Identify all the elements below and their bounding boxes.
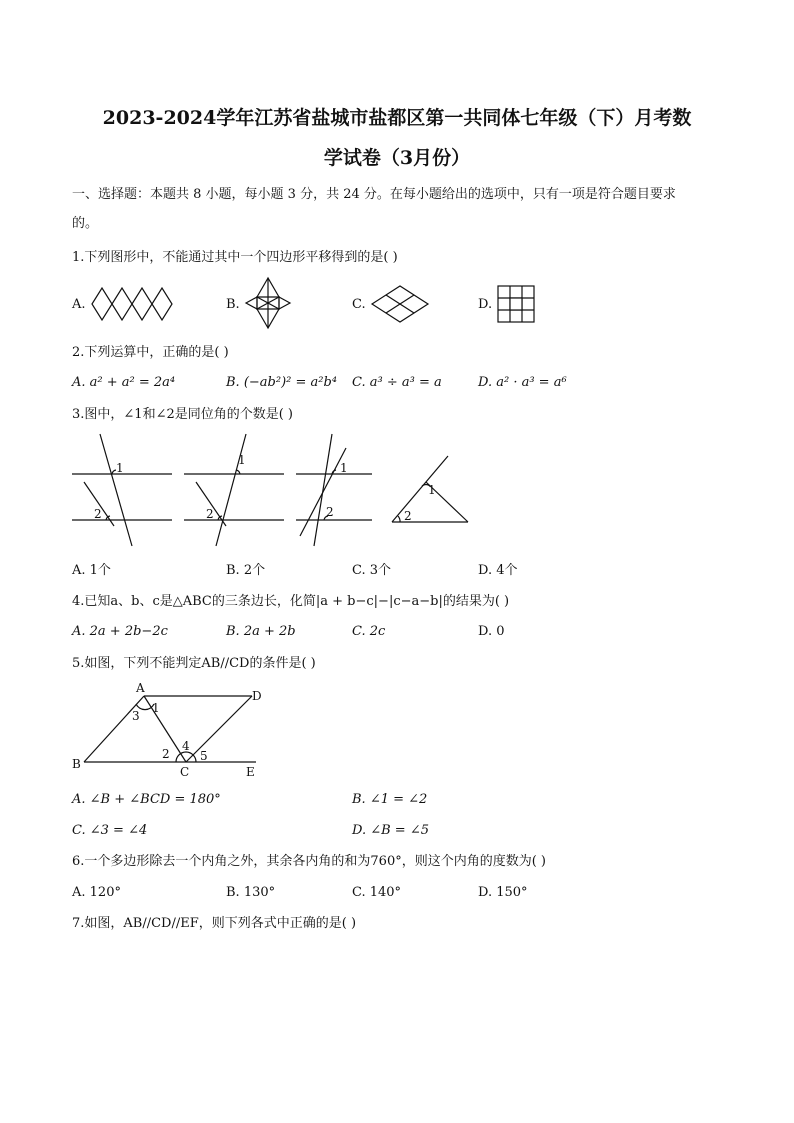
q6-option-b[interactable]: B. 130°	[226, 885, 276, 900]
q4-option-b[interactable]: B. 2a + 2b	[226, 624, 296, 639]
question-4-stem: 4.已知a、b、c是△ABC的三条边长，化简|a + b−c|−|c−a−b|的结果为( )	[72, 594, 510, 609]
q3-option-d[interactable]: D. 4个	[478, 563, 518, 578]
q5-label-4: 4	[182, 739, 190, 753]
q3-fig2-label-1: 1	[238, 453, 246, 467]
q4-option-c[interactable]: C. 2c	[352, 624, 386, 639]
q2-option-b[interactable]: B. (−ab²)² = a²b⁴	[226, 375, 338, 390]
q3-figure-3	[296, 434, 372, 548]
q5-figure	[70, 682, 270, 780]
q3-fig1-label-1: 1	[116, 461, 124, 475]
question-6-stem: 6.一个多边形除去一个内角之外，其余各内角的和为760°，则这个内角的度数为( )	[72, 854, 546, 869]
q2-option-c[interactable]: C. a³ ÷ a³ = a	[352, 375, 442, 390]
q5-label-5: 5	[200, 749, 208, 763]
q4-option-a[interactable]: A. 2a + 2b−2c	[72, 624, 168, 639]
q3-fig3-label-2: 2	[326, 505, 334, 519]
question-3-stem: 3.图中，∠1和∠2是同位角的个数是( )	[72, 407, 294, 422]
q3-figure-1	[72, 434, 172, 548]
q6-option-d[interactable]: D. 150°	[478, 885, 528, 900]
q2-option-a[interactable]: A. a² + a² = 2a⁴	[72, 375, 176, 390]
q3-fig4-label-1: 1	[428, 483, 436, 497]
q1-figure-b	[244, 276, 292, 330]
q5-option-b[interactable]: B. ∠1 = ∠2	[352, 792, 428, 807]
question-5-stem: 5.如图，下列不能判定AB//CD的条件是( )	[72, 656, 316, 671]
q5-option-d[interactable]: D. ∠B = ∠5	[352, 823, 429, 838]
q3-figure-4	[388, 454, 472, 526]
q3-fig3-label-1: 1	[340, 461, 348, 475]
q3-figure-2	[184, 434, 284, 548]
q3-fig1-label-2: 2	[94, 507, 102, 521]
q1-figure-a	[90, 285, 172, 323]
q5-label-2: 2	[162, 747, 170, 761]
q5-label-3: 3	[132, 709, 140, 723]
question-1-stem: 1.下列图形中，不能通过其中一个四边形平移得到的是( )	[72, 250, 398, 265]
q3-option-b[interactable]: B. 2个	[226, 563, 266, 578]
q1-option-b-label: B.	[226, 297, 240, 312]
question-7-stem: 7.如图，AB//CD//EF，则下列各式中正确的是( )	[72, 916, 357, 931]
q2-option-d[interactable]: D. a² · a³ = a⁶	[478, 375, 567, 390]
q3-option-a[interactable]: A. 1个	[72, 563, 111, 578]
section-heading: 一、选择题：本题共 8 小题，每小题 3 分，共 24 分。在每小题给出的选项中，只有一项是符合题目要求	[72, 187, 676, 202]
q1-figure-d	[496, 284, 536, 324]
q6-option-c[interactable]: C. 140°	[352, 885, 402, 900]
q5-label-e: E	[246, 765, 255, 779]
q3-fig4-label-2: 2	[404, 509, 412, 523]
q4-option-d[interactable]: D. 0	[478, 624, 505, 639]
section-heading-cont: 的。	[72, 216, 99, 231]
q1-figure-c	[370, 284, 430, 324]
q5-label-1: 1	[152, 701, 160, 715]
q5-label-c: C	[180, 765, 190, 779]
q1-option-a-label: A.	[72, 297, 86, 312]
q3-option-c[interactable]: C. 3个	[352, 563, 392, 578]
q5-option-c[interactable]: C. ∠3 = ∠4	[72, 823, 148, 838]
q1-option-c-label: C.	[352, 297, 366, 312]
exam-title-line1: 2023-2024学年江苏省盐城市盐都区第一共同体七年级（下）月考数	[102, 107, 692, 129]
q3-fig2-label-2: 2	[206, 507, 214, 521]
q5-option-a[interactable]: A. ∠B + ∠BCD = 180°	[72, 792, 221, 807]
q5-label-d: D	[252, 689, 262, 703]
question-2-stem: 2.下列运算中，正确的是( )	[72, 345, 229, 360]
exam-title-line2: 学试卷（3月份）	[323, 147, 471, 169]
q6-option-a[interactable]: A. 120°	[72, 885, 121, 900]
q5-label-a: A	[136, 681, 145, 695]
q1-option-d-label: D.	[478, 297, 493, 312]
q5-label-b: B	[72, 757, 81, 771]
